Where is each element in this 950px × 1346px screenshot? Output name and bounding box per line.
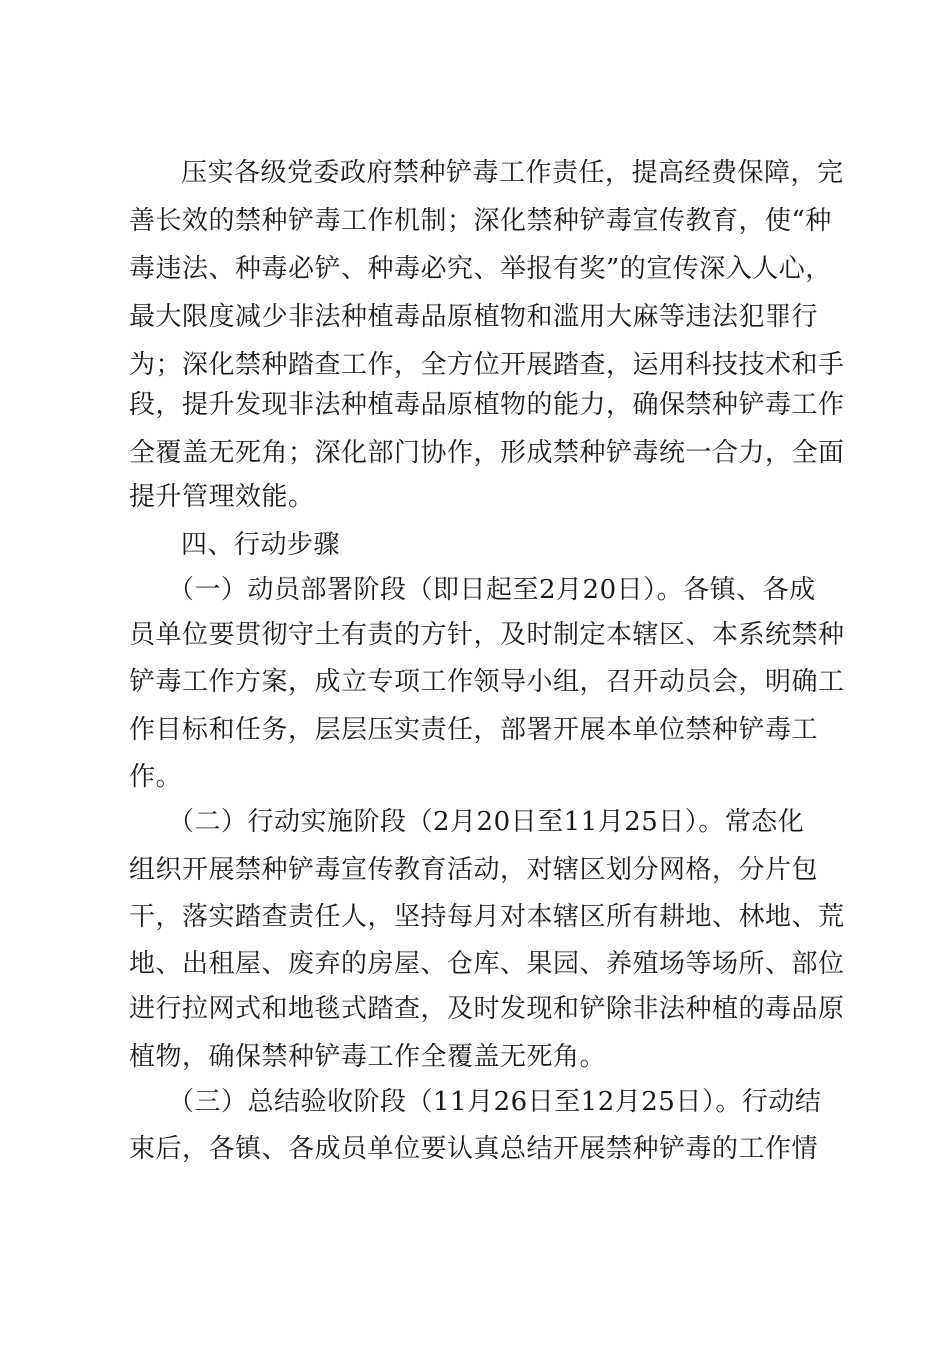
text-line-1: 压实各级党委政府禁种铲毒工作责任，提高经费保障，完 — [181, 158, 844, 188]
text-line-19: 进行拉网式和地毯式踏查，及时发现和铲除非法种植的毒品原 — [129, 994, 845, 1024]
text-line-22: 束后，各镇、各成员单位要认真总结开展禁种铲毒的工作情 — [129, 1134, 819, 1164]
text-line-16: 组织开展禁种铲毒宣传教育活动，对辖区划分网格，分片包 — [129, 855, 819, 885]
text-line-14: 作。 — [129, 762, 183, 792]
text-line-10: （一）动员部署阶段（即日起至2月20日）。各镇、各成 — [168, 575, 816, 605]
text-line-21: （三）总结验收阶段（11月26日至12月25日）。行动结 — [168, 1087, 822, 1117]
text-line-18: 地、出租屋、废弃的房屋、仓库、果园、养殖场等场所、部位 — [129, 949, 845, 979]
text-line-20: 植物，确保禁种铲毒工作全覆盖无死角。 — [129, 1042, 607, 1072]
text-line-15: （二）行动实施阶段（2月20日至11月25日）。常态化 — [168, 807, 805, 837]
text-line-13: 作目标和任务，层层压实责任，部署开展本单位禁种铲毒工 — [129, 715, 819, 745]
text-line-3: 毒违法、种毒必铲、种毒必究、举报有奖”的宣传深入人心， — [129, 254, 832, 284]
text-line-8: 提升管理效能。 — [129, 482, 315, 512]
text-line-11: 员单位要贯彻守土有责的方针，及时制定本辖区、本系统禁种 — [129, 620, 845, 650]
section-heading: 四、行动步骤 — [181, 530, 341, 560]
text-line-4: 最大限度减少非法种植毒品原植物和滥用大麻等违法犯罪行 — [129, 302, 819, 332]
text-line-6: 段，提升发现非法种植毒品原植物的能力，确保禁种铲毒工作 — [129, 390, 845, 420]
text-line-12: 铲毒工作方案，成立专项工作领导小组，召开动员会，明确工 — [129, 667, 845, 697]
text-line-5: 为；深化禁种踏查工作，全方位开展踏查，运用科技技术和手 — [129, 350, 845, 380]
text-line-2: 善长效的禁种铲毒工作机制；深化禁种铲毒宣传教育，使“种 — [129, 206, 832, 236]
text-line-7: 全覆盖无死角；深化部门协作，形成禁种铲毒统一合力，全面 — [129, 438, 845, 468]
text-line-17: 干，落实踏查责任人，坚持每月对本辖区所有耕地、林地、荒 — [129, 902, 845, 932]
